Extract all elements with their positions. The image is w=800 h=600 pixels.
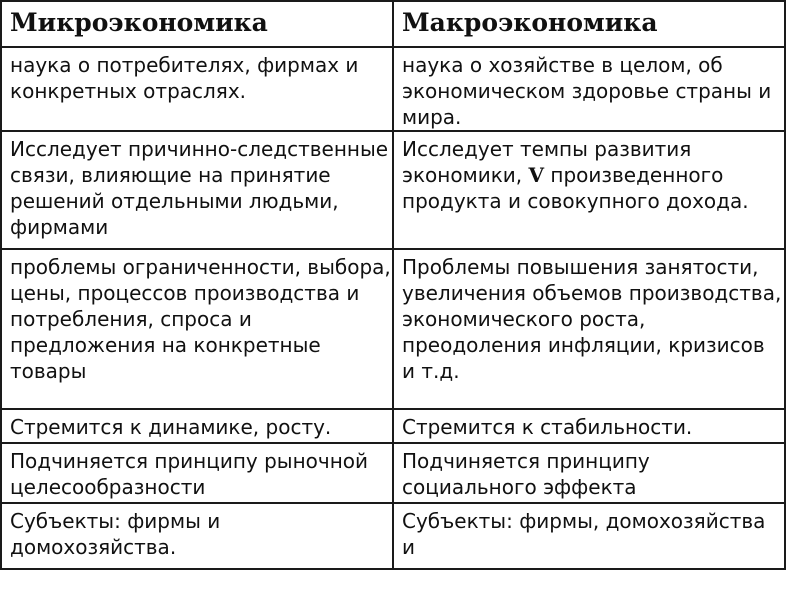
table-row [1, 131, 785, 249]
cell-macro-research-bold: V [528, 163, 545, 187]
cell-micro-definition: наука о потребителях, фирмах и конкретных отраслях. [1, 47, 393, 131]
cell-macro-research-suffix: произведенного продукта и совокупного дохода. [402, 163, 749, 213]
cell-micro-principle: Подчиняется принципу рыночной целесообразности [1, 443, 393, 503]
table-row [1, 443, 785, 503]
table-row [1, 47, 785, 131]
cell-micro-research: Исследует причинно-следственные связи, влияющие на принятие решений отдельными людьми, фирмами [1, 131, 393, 249]
cell-macro-definition: наука о хозяйстве в целом, об экономическом здоровье страны и мира. [393, 47, 785, 131]
cell-macro-research-prefix: Исследует темпы развития экономики, [402, 137, 692, 187]
cell-macro-subjects: Субъекты: фирмы, домохозяйства и [393, 503, 785, 569]
header-macro: Макроэкономика [393, 1, 785, 47]
cell-macro-research [393, 131, 785, 249]
table-row [1, 409, 785, 443]
cell-macro-principle: Подчиняется принципу социального эффекта [393, 443, 785, 503]
cell-micro-subjects: Субъекты: фирмы и домохозяйства. [1, 503, 393, 569]
cell-micro-problems: проблемы ограниченности, выбора, цены, процессов производства и потребления, спроса и предложения на конкретные товары [1, 249, 393, 409]
header-micro: Микроэкономика [1, 1, 393, 47]
table-row [1, 503, 785, 569]
cell-micro-goal: Стремится к динамике, росту. [1, 409, 393, 443]
cell-macro-problems: Проблемы повышения занятости, увеличения объемов производства, экономического роста, преодоления инфляции, кризисов и т.д. [393, 249, 785, 409]
cell-macro-goal: Стремится к стабильности. [393, 409, 785, 443]
header-row [1, 1, 785, 47]
table-row [1, 249, 785, 409]
